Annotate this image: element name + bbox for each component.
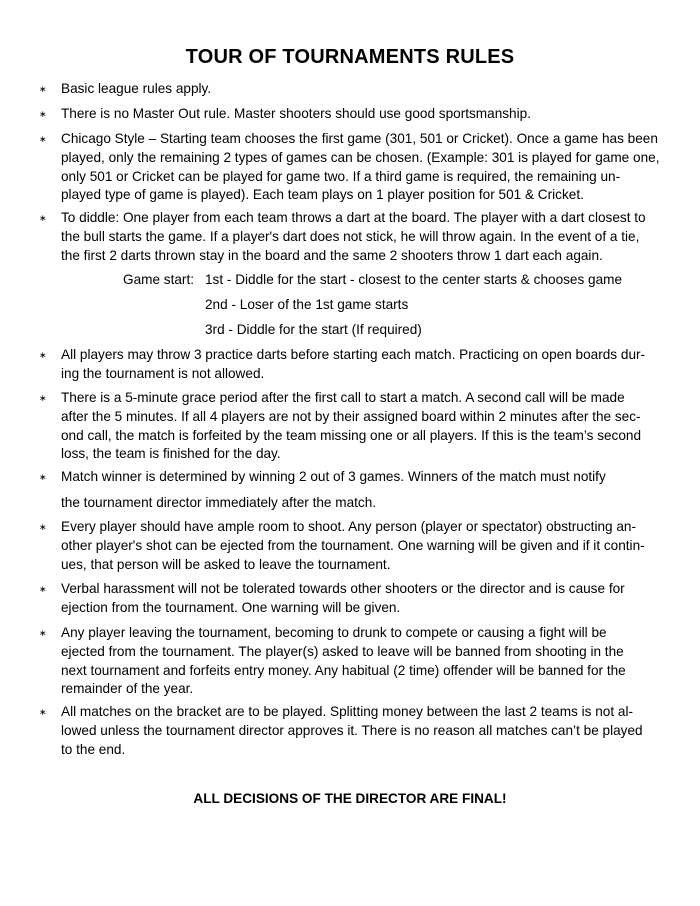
rule-item-10: [61, 624, 661, 699]
rule-item-7-continuation: the tournament director immediately after the match.: [61, 495, 377, 510]
rule-text: There is a 5-minute grace period after the first call to start a match. A second call will be made after the 5 minutes. If all 4 players are not by their assigned board within 2 minutes after the sec- ond call, the match is forfeited by the team missing one or all players. If this is the team’s second loss, the team is finished for the day.: [61, 390, 642, 462]
rule-item-5: [61, 346, 661, 384]
game-start-item-1: 1st - Diddle for the start - closest to the center starts & chooses game: [205, 272, 623, 287]
rule-text: Match winner is determined by winning 2 out of 3 games. Winners of the match must notify: [61, 469, 606, 484]
rule-text: Verbal harassment will not be tolerated towards other shooters or the director and is cause for ejection from the tournament. One warning will be given.: [61, 581, 625, 615]
rule-item-7: [61, 468, 661, 487]
rule-item-11: [61, 703, 661, 759]
page-title: TOUR OF TOURNAMENTS RULES: [185, 46, 515, 68]
bullet-icon: ∗: [39, 84, 47, 94]
rule-text: There is no Master Out rule. Master shooters should use good sportsmanship.: [61, 106, 531, 121]
rule-text: To diddle: One player from each team throws a dart at the board. The player with a dart closest to the bull starts the game. If a player's dart does not stick, he will throw again. In the event of a tie, the first 2 darts thrown stay in the board and the same 2 shooters throw 1 dart each again.: [61, 210, 646, 263]
rule-text: Chicago Style – Starting team chooses the first game (301, 501 or Cricket). Once a game has been played, only the remaining 2 types of games can be chosen. (Example: 301 is played for game one, only 501 or Cricket can be played for game two. If a third game is required, the remaining un- played type of game is played). Each team plays on 1 player position for 501 & Cricket.: [61, 131, 660, 203]
bullet-icon: ∗: [39, 393, 47, 403]
bullet-icon: ∗: [39, 472, 47, 482]
rule-item-9: [61, 580, 661, 618]
rule-text: Basic league rules apply.: [61, 81, 212, 96]
rule-item-2: [61, 105, 661, 124]
bullet-icon: ∗: [39, 707, 47, 717]
bullet-icon: ∗: [39, 522, 47, 532]
rule-item-3: [61, 130, 661, 205]
game-start-label: Game start:: [123, 272, 195, 287]
rule-text: Every player should have ample room to shoot. Any person (player or spectator) obstructing an- other player's shot can be ejected from the tournament. One warning will be given and if it contin- ues, that person will be asked to leave the tournament.: [61, 519, 645, 572]
game-start-item-3: 3rd - Diddle for the start (If required): [205, 322, 422, 337]
final-notice: ALL DECISIONS OF THE DIRECTOR ARE FINAL!: [193, 791, 507, 806]
bullet-icon: ∗: [39, 109, 47, 119]
rule-text: Any player leaving the tournament, becoming to drunk to compete or causing a fight will be ejected from the tournament. The player(s) asked to leave will be banned from shooting in the next tournament and forfeits entry money. Any habitual (2 time) offender will be banned for the remainder of the year.: [61, 625, 626, 697]
bullet-icon: ∗: [39, 350, 47, 360]
bullet-icon: ∗: [39, 213, 47, 223]
rule-item-6: [61, 389, 661, 464]
rule-text: All matches on the bracket are to be played. Splitting money between the last 2 teams is not al- lowed unless the tournament director approves it. There is no reason all matches can’t be played to the end.: [61, 704, 643, 757]
rule-item-4: [61, 209, 661, 265]
rule-item-1: [61, 80, 661, 99]
game-start-item-2: 2nd - Loser of the 1st game starts: [205, 297, 409, 312]
rule-item-8: [61, 518, 661, 574]
bullet-icon: ∗: [39, 628, 47, 638]
bullet-icon: ∗: [39, 584, 47, 594]
bullet-icon: ∗: [39, 134, 47, 144]
rule-text: All players may throw 3 practice darts before starting each match. Practicing on open boards dur- ing the tournament is not allowed.: [61, 347, 646, 381]
